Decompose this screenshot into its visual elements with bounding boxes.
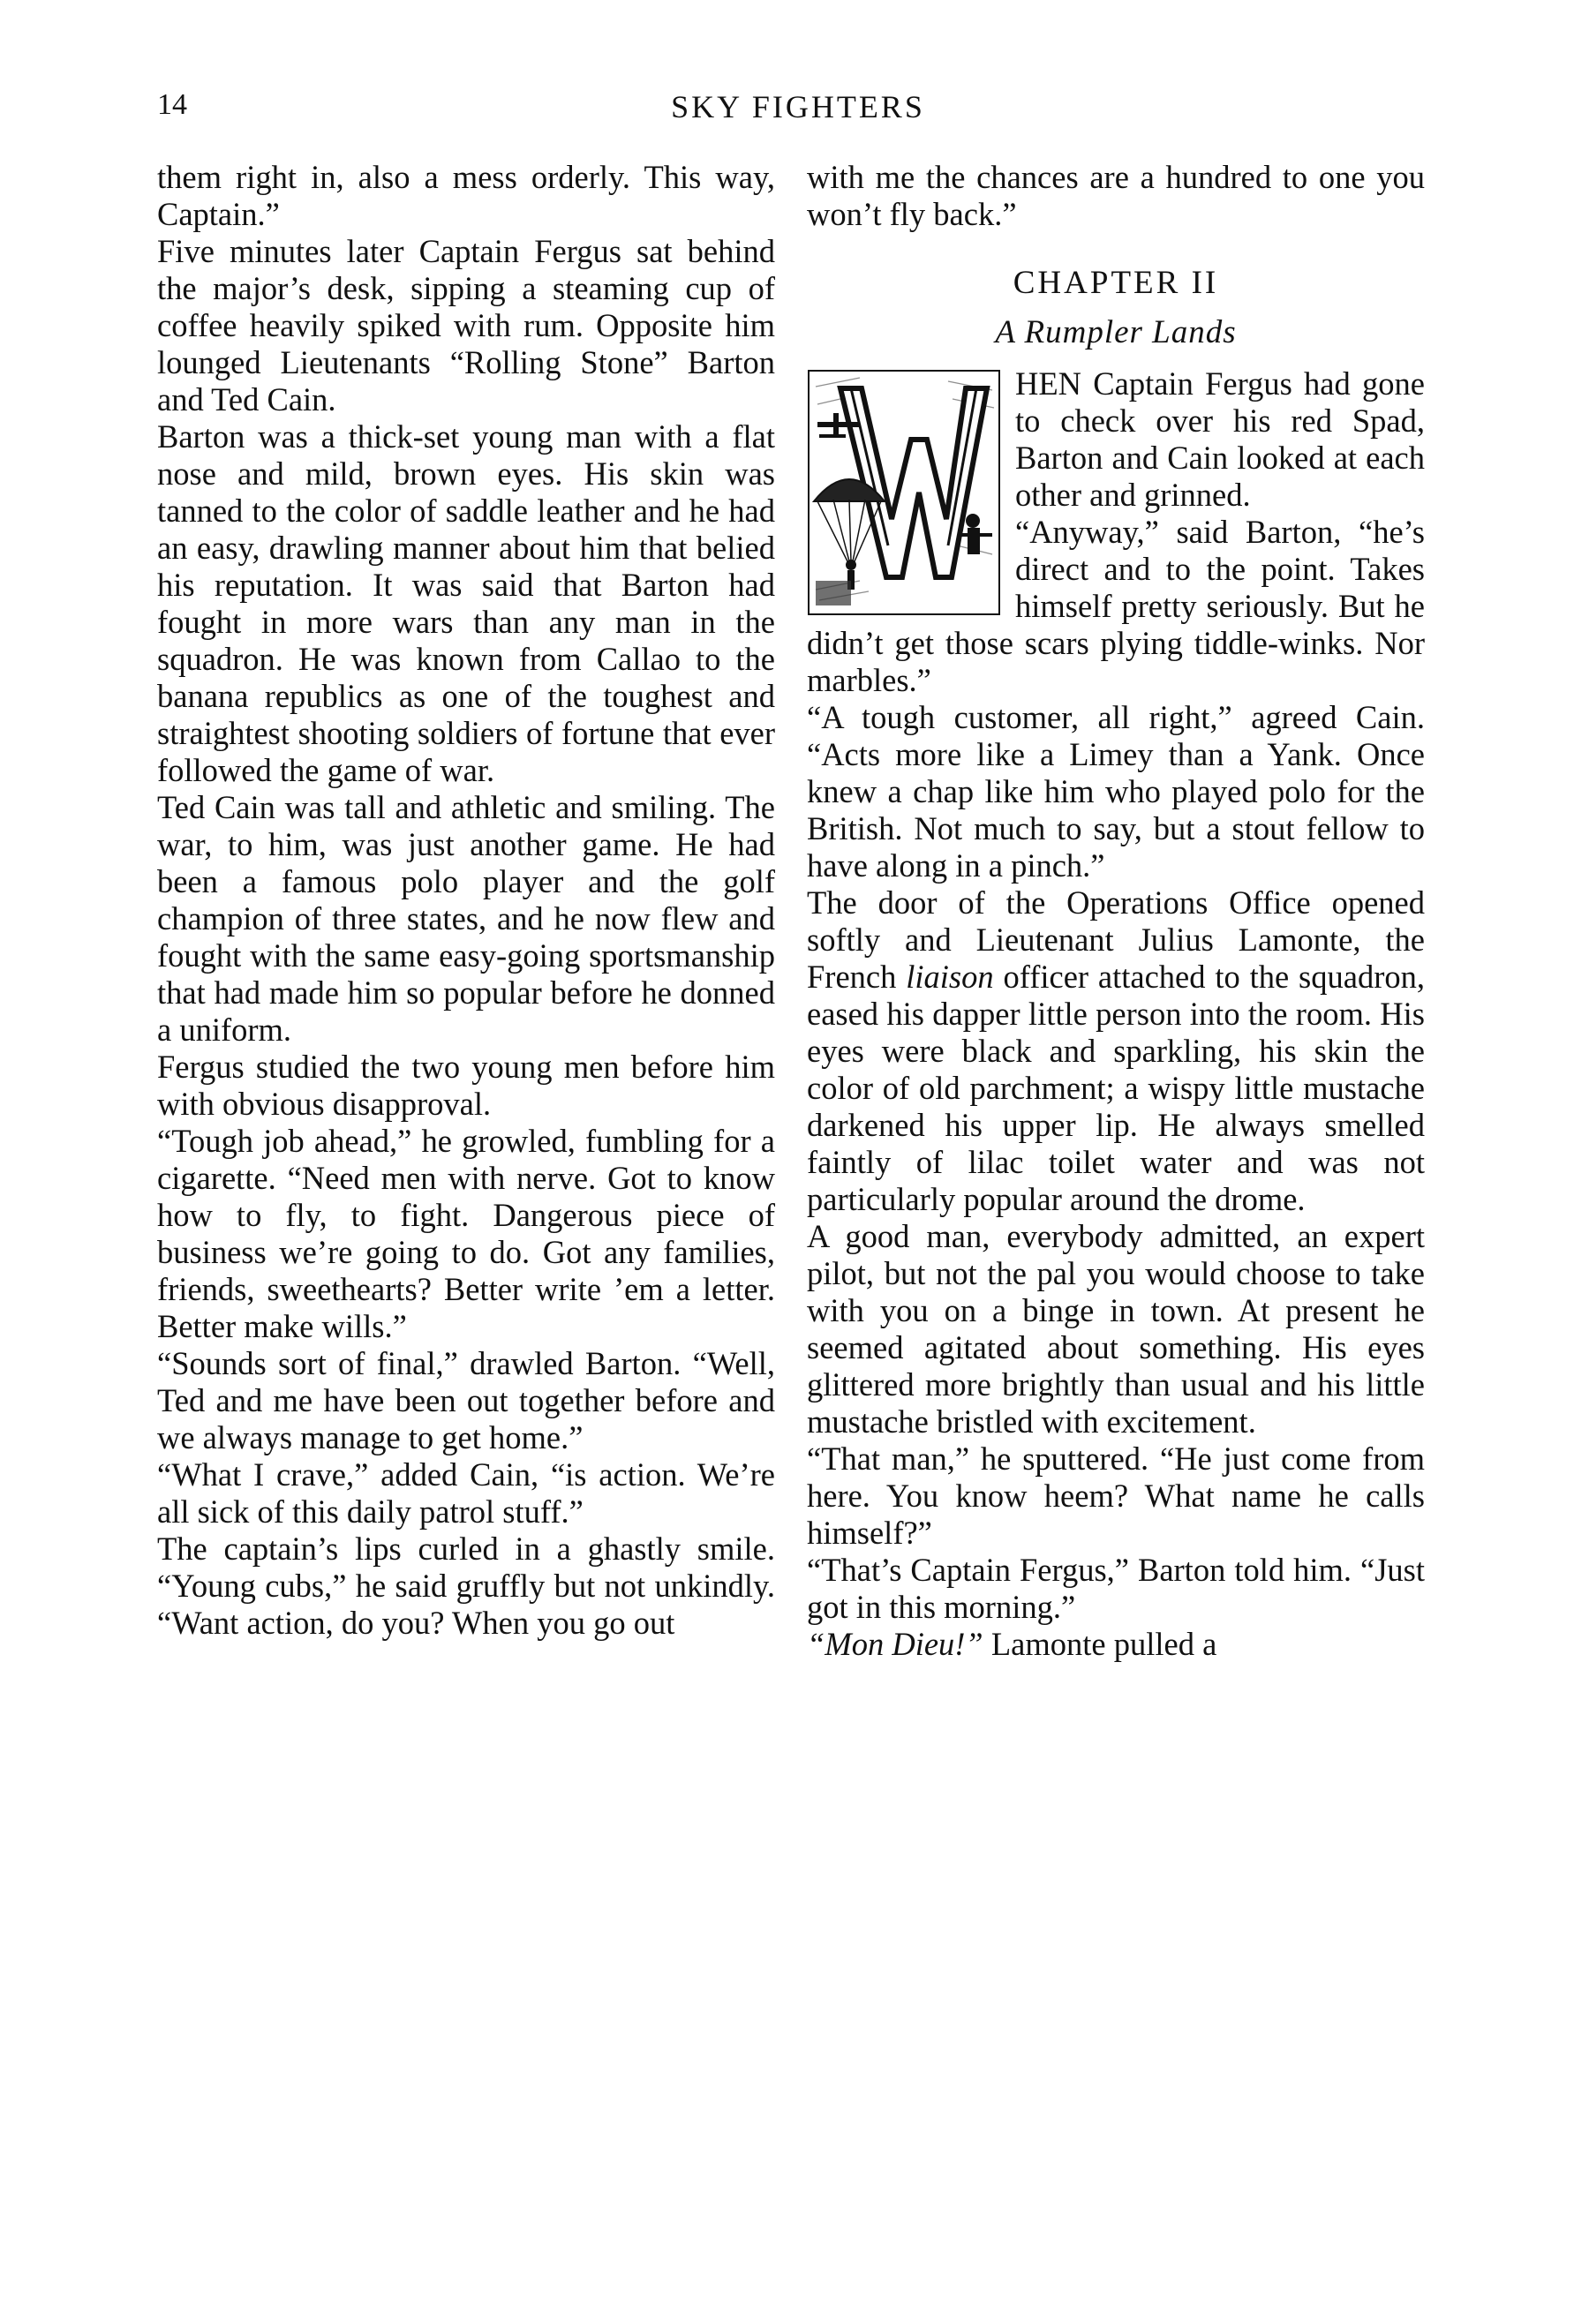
paragraph: “That’s Captain Fergus,” Barton told him. “Just got in this morning.” [807,1552,1425,1625]
paragraph: “Sounds sort of final,” drawled Barton. “Well, Ted and me have been out together before and we always manage to get home.” [157,1345,775,1455]
paragraph: them right in, also a mess orderly. This way, Captain.” [157,159,775,232]
chapter-heading: CHAPTER II [1013,265,1219,301]
parachute-illustration-icon [807,369,1001,616]
paragraph: The captain’s lips curled in a ghastly smile. “Young cubs,” he said gruffly but not unkindly. “Want action, do you? When you go out [157,1531,775,1641]
paragraph: Five minutes later Captain Fergus sat behind the major’s desk, sipping a steaming cup of coffee heavily spiked with rum. Opposite him lounged Lieutenants “Rolling Stone” Barton and Ted Cain. [157,233,775,417]
paragraph: “What I crave,” added Cain, “is action. We’re all sick of this daily patrol stuff.” [157,1456,775,1530]
paragraph: “A tough customer, all right,” agreed Cain. “Acts more like a Limey than a Yank. Once knew a chap like him who played polo for the British. Not much to say, but a stout fellow to have along in a pinch.” [807,699,1425,884]
paragraph: with me the chances are a hundred to one you won’t fly back.” [807,159,1425,232]
right-column [807,159,1425,1663]
text-run: officer attached to the squadron, eased his dapper little person into the room. His eyes were black and sparkling, his skin the color of old parchment; a wispy little mustache darkened his upper lip. He always smelled faintly of lilac toilet water and was not particularly popular around the drome. [807,959,1425,1217]
paragraph-lamonte-intro [807,884,1425,1218]
paragraph-last [807,1626,1425,1663]
page-header [157,88,1439,141]
paragraph: Fergus studied the two young men before him with obvious disapproval. [157,1049,775,1122]
page-number: 14 [157,88,187,121]
left-column [157,159,775,1642]
paragraph: “That man,” he sputtered. “He just come from here. You know heem? What name he calls himself?” [807,1440,1425,1551]
dropcap-paragraph-text: HEN Captain Fergus had gone to check over his red Spad, Barton and Cain looked at each other and grinned. [1015,365,1425,513]
chapter-title: A Rumpler Lands [995,314,1237,350]
text-run: Lamonte pulled a [983,1626,1217,1662]
dropcap-illustration [807,369,1001,616]
italic-exclamation: “Mon Dieu!” [807,1626,983,1662]
paragraph: “Anyway,” said Barton, “he’s direct and to the point. Takes himself pretty seriously. But he didn’t get those scars plying tiddle-winks. Nor marbles.” [807,514,1425,698]
paragraph: “Tough job ahead,” he growled, fumbling for a cigarette. “Need men with nerve. Got to know how to fly, to fight. Dangerous piece of business we’re going to do. Got any families, friends, sweethearts? Better write ’em a letter. Better make wills.” [157,1123,775,1344]
text-run: The door of the Operations Office opened softly and Lieutenant Julius Lamonte, the French [807,884,1425,995]
paragraph: A good man, everybody admitted, an expert pilot, but not the pal you would choose to take with you on a binge in town. At present he seemed agitated about something. His eyes glittered more brightly than usual and his little mustache bristled with excitement. [807,1218,1425,1440]
paragraph: Barton was a thick-set young man with a flat nose and mild, brown eyes. His skin was tanned to the color of saddle leather and he had an easy, drawling manner about him that belied his reputation. It was said that Barton had fought in more wars than any man in the squadron. He was known from Callao to the banana republics as one of the toughest and straightest shooting soldiers of fortune that ever followed the game of war. [157,418,775,788]
dropcap-paragraph [807,365,1425,514]
paragraph: Ted Cain was tall and athletic and smiling. The war, to him, was just another game. He had been a famous polo player and the golf champion of three states, and he now flew and fought with the same easy-going sportsmanship that had made him so popular before he donned a uniform. [157,789,775,1048]
running-title: SKY FIGHTERS [671,89,925,124]
italic-word: liaison [906,959,994,995]
